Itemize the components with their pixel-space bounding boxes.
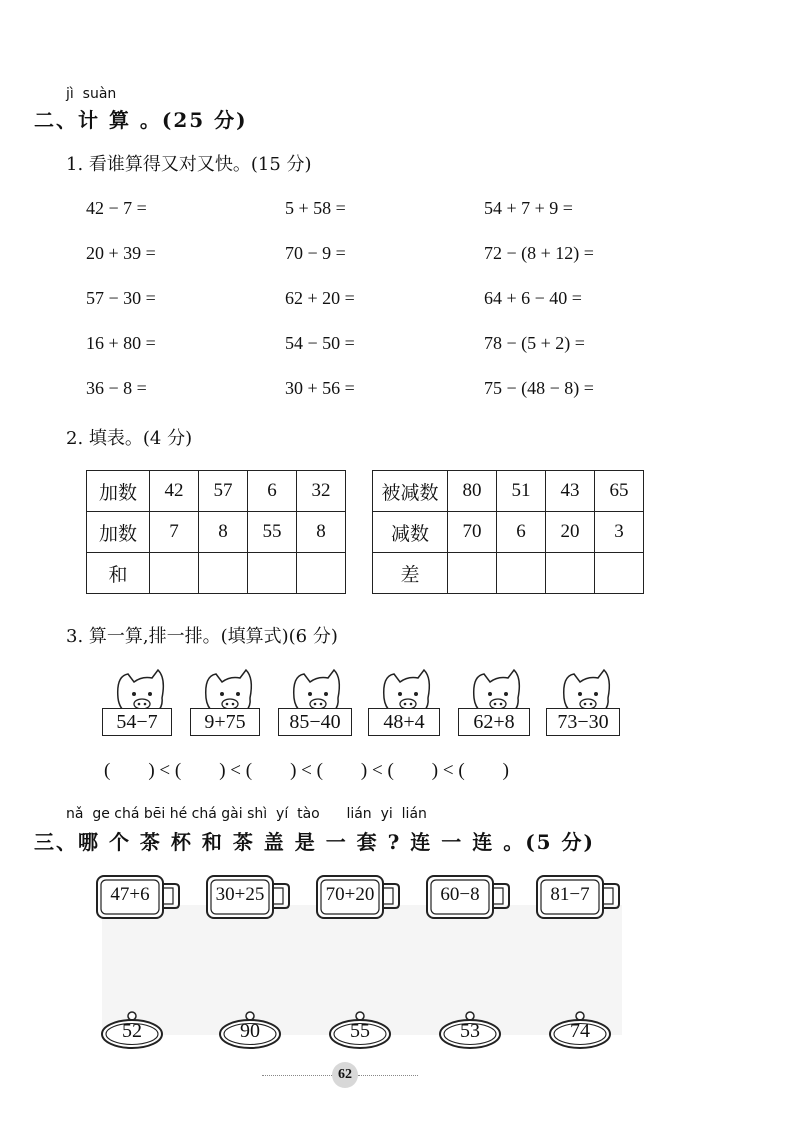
equation: 72 − (8 + 12) = xyxy=(484,243,594,263)
equation: 30 + 56 = xyxy=(285,378,355,398)
pig-expression-card: 9+75 xyxy=(190,708,260,736)
table-cell: 51 xyxy=(497,471,546,512)
table-cell: 80 xyxy=(448,471,497,512)
table-cell: 8 xyxy=(199,512,248,553)
equation: 54 + 7 + 9 = xyxy=(484,198,573,218)
table-cell: 65 xyxy=(595,471,644,512)
table-cell: 8 xyxy=(297,512,346,553)
equation: 64 + 6 − 40 = xyxy=(484,288,582,308)
section3-title: 三、哪 个 茶 杯 和 茶 盖 是 一 套 ? 连 一 连 。(5 分) xyxy=(34,830,596,854)
equation: 54 − 50 = xyxy=(285,333,355,353)
answer-cell[interactable] xyxy=(199,553,248,594)
addition-table xyxy=(86,470,346,594)
equation: 70 − 9 = xyxy=(285,243,346,263)
table-cell: 7 xyxy=(150,512,199,553)
answer-cell[interactable] xyxy=(546,553,595,594)
equation: 57 − 30 = xyxy=(86,288,156,308)
table-cell: 3 xyxy=(595,512,644,553)
table-cell: 6 xyxy=(248,471,297,512)
table-cell: 70 xyxy=(448,512,497,553)
section2-title: 二、计 算 。(25 分) xyxy=(34,108,248,132)
table-cell: 加数 xyxy=(87,512,150,553)
answer-cell[interactable] xyxy=(497,553,546,594)
lid-number[interactable]: 55 xyxy=(350,1020,370,1042)
table-cell: 差 xyxy=(373,553,448,594)
lid-number[interactable]: 53 xyxy=(460,1020,480,1042)
pig-expression-card: 48+4 xyxy=(368,708,440,736)
equation: 75 − (48 − 8) = xyxy=(484,378,594,398)
q3-title: 3. 算一算,排一排。(填算式)(6 分) xyxy=(66,626,338,647)
teacup-expression[interactable]: 70+20 xyxy=(325,884,375,905)
pig-expression-card: 73−30 xyxy=(546,708,620,736)
section2-pinyin: jì suàn xyxy=(66,86,117,102)
answer-cell[interactable] xyxy=(448,553,497,594)
footer-rule-left xyxy=(262,1075,332,1076)
table-cell: 被减数 xyxy=(373,471,448,512)
lid-number[interactable]: 52 xyxy=(122,1020,142,1042)
table-cell: 42 xyxy=(150,471,199,512)
table-cell: 43 xyxy=(546,471,595,512)
table-cell: 57 xyxy=(199,471,248,512)
pig-expression-card: 62+8 xyxy=(458,708,530,736)
pig-expression-card: 54−7 xyxy=(102,708,172,736)
ordering-blanks[interactable]: ( ) < ( ) < ( ) < ( ) < ( ) < ( ) xyxy=(104,760,510,781)
section3-pinyin: nǎ ge chá bēi hé chá gài shì yí tào lián yi lián xyxy=(66,806,427,822)
table-cell: 加数 xyxy=(87,471,150,512)
table-cell: 32 xyxy=(297,471,346,512)
teacup-expression[interactable]: 60−8 xyxy=(440,884,480,905)
lid-number[interactable]: 74 xyxy=(570,1020,590,1042)
answer-cell[interactable] xyxy=(297,553,346,594)
answer-cell[interactable] xyxy=(248,553,297,594)
page-number: 62 xyxy=(332,1062,358,1088)
table-cell: 6 xyxy=(497,512,546,553)
table-cell: 和 xyxy=(87,553,150,594)
footer-rule-right xyxy=(358,1075,418,1076)
equation: 62 + 20 = xyxy=(285,288,355,308)
equation: 5 + 58 = xyxy=(285,198,346,218)
table-cell: 20 xyxy=(546,512,595,553)
pig-expression-card: 85−40 xyxy=(278,708,352,736)
equation: 20 + 39 = xyxy=(86,243,156,263)
subtraction-table xyxy=(372,470,644,594)
q2-title: 2. 填表。(4 分) xyxy=(66,428,193,449)
equation: 42 − 7 = xyxy=(86,198,147,218)
answer-cell[interactable] xyxy=(150,553,199,594)
equation: 16 + 80 = xyxy=(86,333,156,353)
teacup-expression[interactable]: 47+6 xyxy=(110,884,150,905)
teacup-expression[interactable]: 81−7 xyxy=(550,884,590,905)
table-cell: 减数 xyxy=(373,512,448,553)
lid-number[interactable]: 90 xyxy=(240,1020,260,1042)
table-cell: 55 xyxy=(248,512,297,553)
equation: 36 − 8 = xyxy=(86,378,147,398)
equation: 78 − (5 + 2) = xyxy=(484,333,585,353)
answer-cell[interactable] xyxy=(595,553,644,594)
q1-title: 1. 看谁算得又对又快。(15 分) xyxy=(66,154,312,175)
teacup-expression[interactable]: 30+25 xyxy=(215,884,265,905)
